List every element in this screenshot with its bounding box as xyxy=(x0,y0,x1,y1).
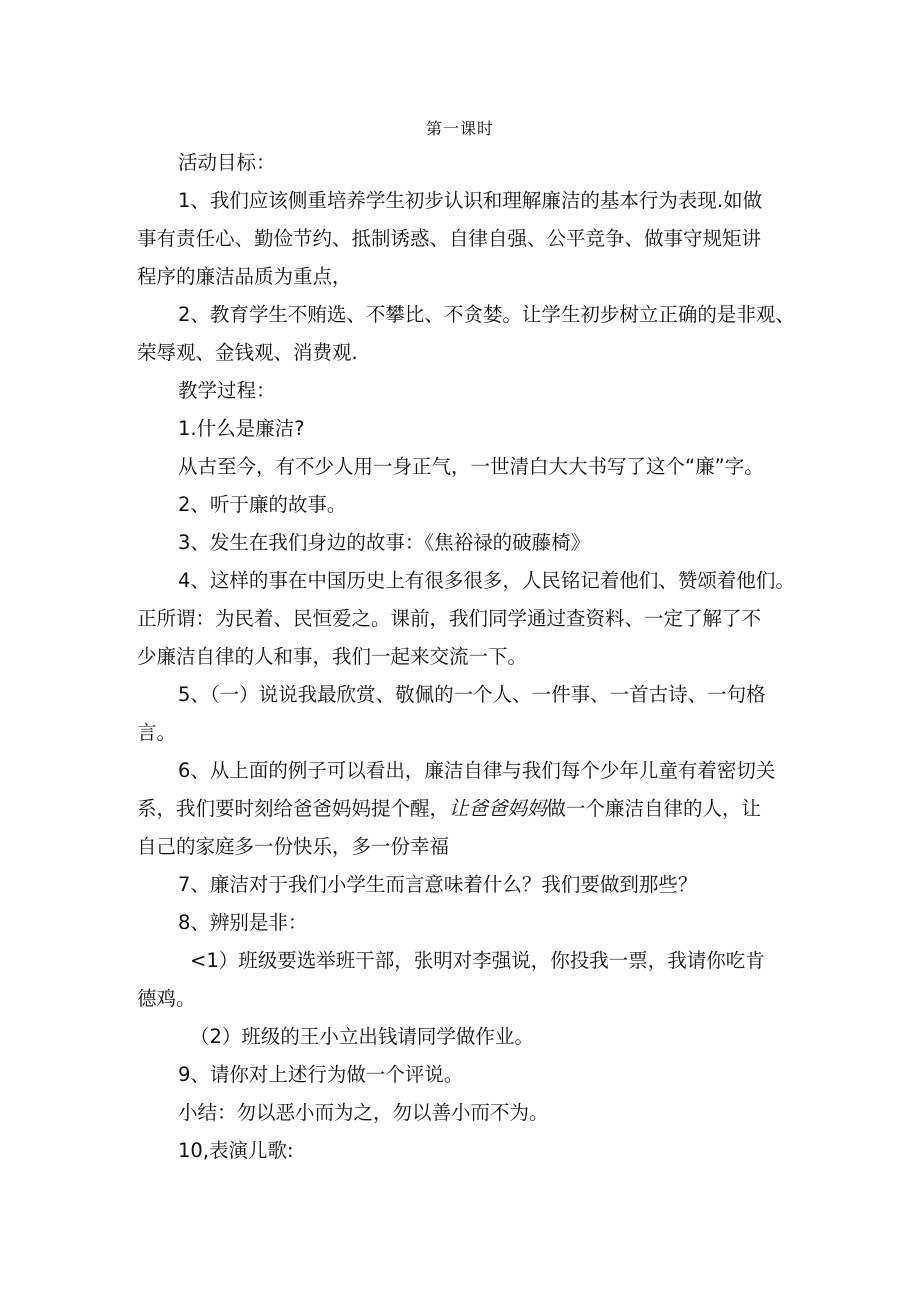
step-5-line-2: 言。 xyxy=(137,721,177,744)
step-1-text: 从古至今，有不少人用一身正气，一世清白大大书写了这个“廉”字。 xyxy=(178,455,764,478)
step-10: 10,表演儿歌: xyxy=(178,1139,294,1162)
case-1-line-2: 德鸡。 xyxy=(137,987,196,1010)
process-heading: 教学过程： xyxy=(178,379,276,402)
case-1-line-1: <1）班级要选举班干部，张明对李强说，你投我一票，我请你吃肯 xyxy=(190,949,765,972)
goal-2-line-2: 荣辱观、金钱观、消费观. xyxy=(137,341,358,364)
step-1: 1.什么是廉洁? xyxy=(178,417,305,440)
goal-2-line-1: 2、教育学生不贿选、不攀比、不贪婪。让学生初步树立正确的是非观、 xyxy=(178,303,795,326)
step-4-line-3: 少廉洁自律的人和事，我们一起来交流一下。 xyxy=(137,645,528,668)
step-6-line-3: 自己的家庭多一份快乐，多一份幸福 xyxy=(137,835,450,858)
step-9: 9、请你对上述行为做一个评说。 xyxy=(178,1063,464,1086)
step-6-line-1: 6、从上面的例子可以看出，廉洁自律与我们每个少年儿童有着密切关 xyxy=(178,759,776,782)
summary: 小结：勿以恶小而为之，勿以善小而不为。 xyxy=(178,1101,549,1124)
step-6-line-2 xyxy=(137,796,761,822)
step-8: 8、辨别是非： xyxy=(178,911,308,934)
goal-1-line-2: 事有责任心、勤俭节约、抵制诱惑、自律自强、公平竞争、做事守规矩讲 xyxy=(137,227,762,250)
step-6-line-2-italic: 让爸爸妈妈 xyxy=(449,797,547,820)
goals-heading: 活动目标： xyxy=(178,151,276,174)
step-5-line-1: 5、（一）说说我最欣赏、敬佩的一个人、一件事、一首古诗、一句格 xyxy=(178,683,766,706)
step-7: 7、廉洁对于我们小学生而言意味着什么？我们要做到那些？ xyxy=(178,873,698,896)
goal-1-line-3: 程序的廉洁品质为重点， xyxy=(137,265,352,288)
step-2: 2、听于廉的故事。 xyxy=(178,493,347,516)
step-4-line-2: 正所谓：为民着、民恒爱之。课前，我们同学通过查资料、一定了解了不 xyxy=(137,607,762,630)
case-2: （2）班级的王小立出钱请同学做作业。 xyxy=(190,1025,534,1048)
page-title: 第一课时 xyxy=(425,119,494,138)
step-6-line-2-c: 做一个廉洁自律的人，让 xyxy=(546,797,762,820)
step-3: 3、发生在我们身边的故事：《焦裕禄的破藤椅》 xyxy=(178,531,591,554)
goal-1-line-1: 1、我们应该侧重培养学生初步认识和理解廉洁的基本行为表现.如做 xyxy=(178,189,763,212)
step-4-line-1: 4、这样的事在中国历史上有很多很多，人民铭记着他们、赞颂着他们。 xyxy=(178,569,795,592)
step-6-line-2-a: 系，我们要时刻给爸爸妈妈提个醒， xyxy=(137,797,450,820)
